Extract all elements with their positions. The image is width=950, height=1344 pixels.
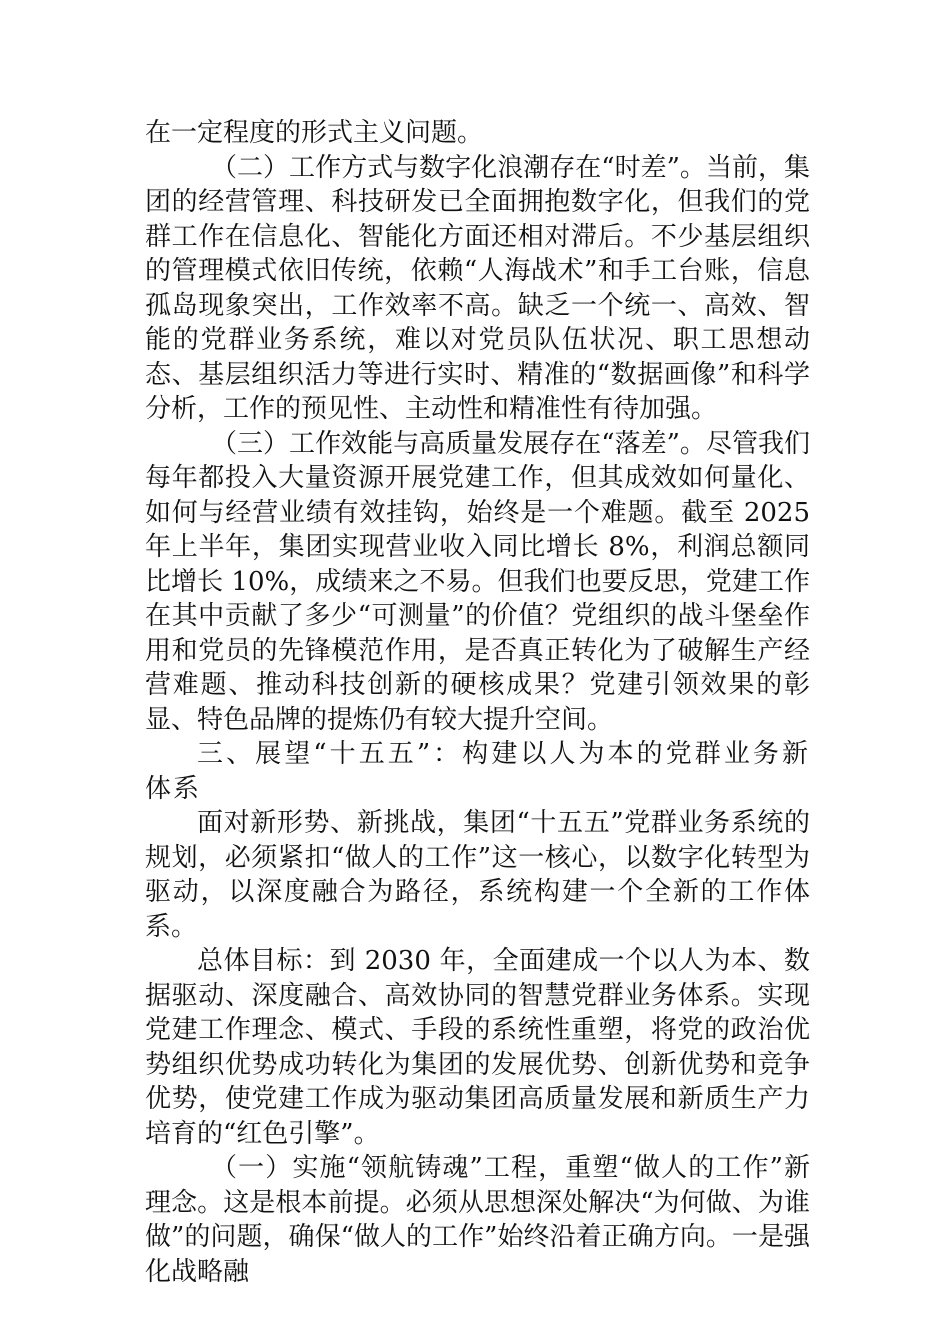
section-heading-outlook: 三、展望“十五五”：构建以人为本的党群业务新体系 — [145, 739, 810, 804]
paragraph-project-one: （一）实施“领航铸魂”工程，重塑“做人的工作”新理念。这是根本前提。必须从思想深处解决“为何做、为谁做”的问题，确保“做人的工作”始终沿着正确方向。一是强化战略融 — [145, 1153, 810, 1287]
paragraph-overall-goal: 总体目标：到 2030 年，全面建成一个以人为本、数据驱动、深度融合、高效协同的智慧党群业务体系。实现党建工作理念、模式、手段的系统性重塑，将党的政治优势组织优势成功转化为集团的发展优势、创新优势和竞争优势，使党建工作成为驱动集团高质量发展和新质生产力培育的“红色引擎”。 — [145, 946, 810, 1149]
paragraph-new-situation: 面对新形势、新挑战，集团“十五五”党群业务系统的规划，必须紧扣“做人的工作”这一核心，以数字化转型为驱动，以深度融合为路径，系统构建一个全新的工作体系。 — [145, 808, 810, 942]
document-body — [145, 116, 810, 1289]
paragraph-work-efficiency: （三）工作效能与高质量发展存在“落差”。尽管我们每年都投入大量资源开展党建工作，但其成效如何量化、如何与经营业绩有效挂钩，始终是一个难题。截至 2025 年上半年，集团实现营业收入同比增长 8%，利润总额同比增长 10%，成绩来之不易。但我们也要反思，党建工作在其中贡献了多少“可测量”的价值？党组织的战斗堡垒作用和党员的先锋模范作用，是否真正转化为了破解生产经营难题、推动科技创新的硬核成果？党建引领效果的彰显、特色品牌的提炼仍有较大提升空间。 — [145, 428, 810, 735]
paragraph-continuation: 在一定程度的形式主义问题。 — [145, 118, 484, 148]
paragraph-work-method: （二）工作方式与数字化浪潮存在“时差”。当前，集团的经营管理、科技研发已全面拥抱数字化，但我们的党群工作在信息化、智能化方面还相对滞后。不少基层组织的管理模式依旧传统，依赖“人海战术”和手工台账，信息孤岛现象突出，工作效率不高。缺乏一个统一、高效、智能的党群业务系统，难以对党员队伍状况、职工思想动态、基层组织活力等进行实时、精准的“数据画像”和科学分析，工作的预见性、主动性和精准性有待加强。 — [145, 152, 810, 424]
